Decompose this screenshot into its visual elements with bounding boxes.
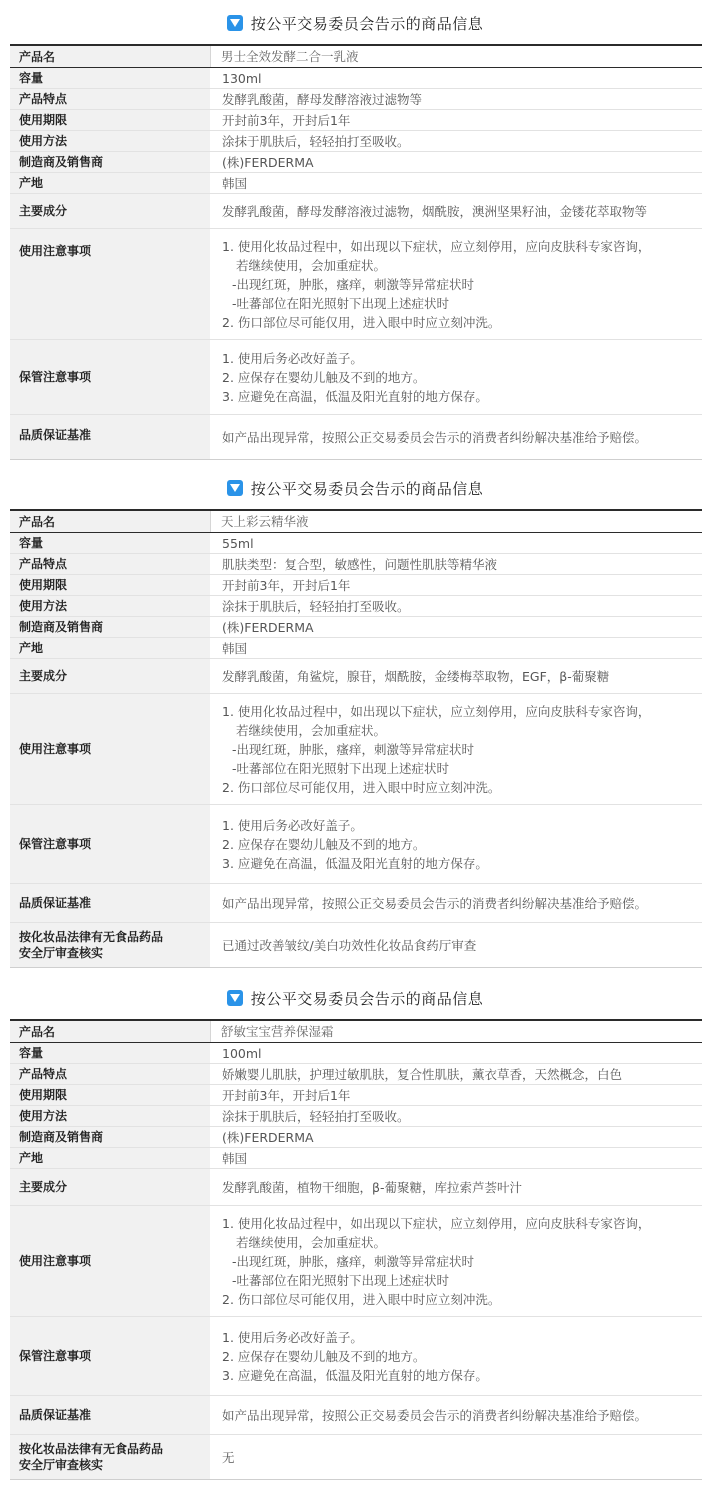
value-precautions (210, 229, 702, 339)
label-maker: 制造商及销售商 (10, 1127, 210, 1147)
row-origin (10, 638, 702, 659)
value-name: 舒敏宝宝营养保湿霜 (210, 1021, 702, 1042)
value-period: 开封前3年，开封后1年 (222, 577, 351, 593)
value-capacity: 55ml (222, 535, 254, 551)
precaution-line: -吐蕃部位在阳光照射下出现上述症状时 (232, 1272, 450, 1288)
value-quality: 如产品出现异常，按照公正交易委员会告示的消费者纠纷解决基准给予赔偿。 (222, 1407, 648, 1423)
value-period: 开封前3年，开封后1年 (222, 112, 351, 128)
product-info-section-3 (0, 975, 710, 1472)
row-quality (10, 1396, 702, 1435)
storage-line: 2. 应保存在婴幼儿触及不到的地方。 (222, 1348, 426, 1364)
row-storage (10, 340, 702, 415)
label-origin: 产地 (10, 638, 210, 658)
row-period (10, 1085, 702, 1106)
value-capacity: 130ml (222, 70, 262, 86)
precaution-line: -吐蕃部位在阳光照射下出现上述症状时 (232, 295, 450, 311)
value-storage (210, 340, 702, 414)
storage-line: 1. 使用后务必改好盖子。 (222, 817, 363, 833)
precaution-line: -出现红斑，肿胀，瘙痒，刺激等异常症状时 (232, 276, 475, 292)
label-capacity: 容量 (10, 68, 210, 88)
value-storage (210, 1317, 702, 1395)
row-capacity (10, 1043, 702, 1064)
label-review-line: 安全厅审查核实 (19, 1458, 104, 1472)
precaution-line: 2. 伤口部位尽可能仅用，进入眼中时应立刻冲洗。 (222, 779, 501, 795)
precaution-line: 1. 使用化妆品过程中，如出现以下症状，应立刻停用，应向皮肤科专家咨询， (222, 1215, 651, 1231)
value-origin: 韩国 (222, 1150, 248, 1166)
label-review-line: 按化妆品法律有无食品药品 (19, 930, 164, 944)
row-method (10, 131, 702, 152)
precaution-line: -出现红斑，肿胀，瘙痒，刺激等异常症状时 (232, 1253, 475, 1269)
precaution-line: 2. 伤口部位尽可能仅用，进入眼中时应立刻冲洗。 (222, 314, 501, 330)
row-origin (10, 173, 702, 194)
precaution-line: 1. 使用化妆品过程中，如出现以下症状，应立刻停用，应向皮肤科专家咨询， (222, 238, 651, 254)
storage-line: 3. 应避免在高温，低温及阳光直射的地方保存。 (222, 1367, 488, 1383)
row-method (10, 1106, 702, 1127)
label-origin: 产地 (10, 1148, 210, 1168)
row-ingredients (10, 659, 702, 694)
value-quality: 如产品出现异常，按照公正交易委员会告示的消费者纠纷解决基准给予赔偿。 (222, 429, 648, 445)
value-review: 无 (222, 1449, 235, 1465)
precaution-line: 若继续使用，会加重症状。 (236, 722, 387, 738)
label-quality: 品质保证基准 (10, 1396, 210, 1434)
row-origin (10, 1148, 702, 1169)
label-review-line: 安全厅审查核实 (19, 946, 104, 960)
label-precautions: 使用注意事项 (10, 1206, 210, 1316)
precaution-line: -吐蕃部位在阳光照射下出现上述症状时 (232, 760, 450, 776)
label-storage: 保管注意事项 (10, 805, 210, 883)
value-method: 涂抹于肌肤后，轻轻拍打至吸收。 (222, 133, 410, 149)
precaution-line: 若继续使用，会加重症状。 (236, 257, 387, 273)
value-origin: 韩国 (222, 640, 248, 656)
row-period (10, 575, 702, 596)
label-quality: 品质保证基准 (10, 884, 210, 922)
label-review-line: 按化妆品法律有无食品药品 (19, 1442, 164, 1456)
precaution-line: -出现红斑，肿胀，瘙痒，刺激等异常症状时 (232, 741, 475, 757)
row-storage (10, 805, 702, 884)
row-capacity (10, 533, 702, 554)
info-table (10, 1019, 702, 1480)
row-features (10, 1064, 702, 1085)
row-maker (10, 152, 702, 173)
storage-line: 1. 使用后务必改好盖子。 (222, 1329, 363, 1345)
value-precautions (210, 694, 702, 804)
section-heading (0, 0, 710, 46)
precaution-line: 1. 使用化妆品过程中，如出现以下症状，应立刻停用，应向皮肤科专家咨询， (222, 703, 651, 719)
value-maker: (株)FERDERMA (222, 1129, 314, 1145)
label-method: 使用方法 (10, 131, 210, 151)
row-precautions (10, 694, 702, 805)
value-method: 涂抹于肌肤后，轻轻拍打至吸收。 (222, 598, 410, 614)
label-name: 产品名 (10, 511, 210, 532)
row-capacity (10, 68, 702, 89)
section-title: 按公平交易委员会告示的商品信息 (250, 989, 484, 1008)
value-quality: 如产品出现异常，按照公正交易委员会告示的消费者纠纷解决基准给予赔偿。 (222, 895, 648, 911)
label-period: 使用期限 (10, 110, 210, 130)
row-precautions (10, 229, 702, 340)
value-capacity: 100ml (222, 1045, 262, 1061)
row-ingredients (10, 1169, 702, 1206)
row-name (10, 46, 702, 68)
value-review: 已通过改善皱纹/美白功效性化妆品食药厅审查 (222, 937, 477, 953)
section-title: 按公平交易委员会告示的商品信息 (250, 479, 484, 498)
value-features: 发酵乳酸菌，酵母发酵溶液过滤物等 (222, 91, 423, 107)
value-period: 开封前3年，开封后1年 (222, 1087, 351, 1103)
precaution-line: 2. 伤口部位尽可能仅用，进入眼中时应立刻冲洗。 (222, 1291, 501, 1307)
row-review (10, 923, 702, 967)
row-features (10, 554, 702, 575)
label-features: 产品特点 (10, 89, 210, 109)
value-maker: (株)FERDERMA (222, 619, 314, 635)
label-name: 产品名 (10, 46, 210, 67)
row-method (10, 596, 702, 617)
triangle-down-icon (227, 990, 243, 1006)
value-precautions (210, 1206, 702, 1316)
label-period: 使用期限 (10, 575, 210, 595)
row-maker (10, 617, 702, 638)
label-maker: 制造商及销售商 (10, 152, 210, 172)
row-ingredients (10, 194, 702, 229)
value-ingredients: 发酵乳酸菌，植物干细胞，β-葡聚糖，库拉索芦荟叶汁 (222, 1179, 522, 1195)
value-ingredients: 发酵乳酸菌，酵母发酵溶液过滤物，烟酰胺，澳洲坚果籽油，金镂花萃取物等 (222, 203, 648, 219)
row-storage (10, 1317, 702, 1396)
value-features: 肌肤类型：复合型，敏感性，问题性肌肤等精华液 (222, 556, 498, 572)
product-info-section-1 (0, 0, 710, 445)
storage-line: 3. 应避免在高温，低温及阳光直射的地方保存。 (222, 855, 488, 871)
value-ingredients: 发酵乳酸菌，角鲨烷，腺苷，烟酰胺，金缕梅萃取物，EGF，β-葡聚糖 (222, 668, 610, 684)
value-name: 男士全效发酵二合一乳液 (210, 46, 702, 67)
section-heading (0, 465, 710, 511)
label-review (10, 923, 210, 967)
label-features: 产品特点 (10, 1064, 210, 1084)
product-info-section-2 (0, 465, 710, 960)
label-review (10, 1435, 210, 1479)
label-period: 使用期限 (10, 1085, 210, 1105)
row-period (10, 110, 702, 131)
label-quality: 品质保证基准 (10, 415, 210, 459)
row-maker (10, 1127, 702, 1148)
info-table (10, 509, 702, 968)
value-method: 涂抹于肌肤后，轻轻拍打至吸收。 (222, 1108, 410, 1124)
label-features: 产品特点 (10, 554, 210, 574)
label-maker: 制造商及销售商 (10, 617, 210, 637)
row-review (10, 1435, 702, 1479)
value-storage (210, 805, 702, 883)
label-name: 产品名 (10, 1021, 210, 1042)
row-precautions (10, 1206, 702, 1317)
triangle-down-icon (227, 480, 243, 496)
value-features: 娇嫩婴儿肌肤，护理过敏肌肤，复合性肌肤，薰衣草香，天然概念，白色 (222, 1066, 623, 1082)
row-name (10, 1021, 702, 1043)
triangle-down-icon (227, 15, 243, 31)
label-capacity: 容量 (10, 1043, 210, 1063)
row-features (10, 89, 702, 110)
row-quality (10, 884, 702, 923)
label-capacity: 容量 (10, 533, 210, 553)
value-origin: 韩国 (222, 175, 248, 191)
row-name (10, 511, 702, 533)
section-heading (0, 975, 710, 1021)
label-origin: 产地 (10, 173, 210, 193)
storage-line: 2. 应保存在婴幼儿触及不到的地方。 (222, 836, 426, 852)
value-maker: (株)FERDERMA (222, 154, 314, 170)
label-method: 使用方法 (10, 1106, 210, 1126)
storage-line: 1. 使用后务必改好盖子。 (222, 350, 363, 366)
precaution-line: 若继续使用，会加重症状。 (236, 1234, 387, 1250)
label-ingredients: 主要成分 (10, 1169, 210, 1205)
label-ingredients: 主要成分 (10, 659, 210, 693)
label-ingredients: 主要成分 (10, 194, 210, 228)
storage-line: 2. 应保存在婴幼儿触及不到的地方。 (222, 369, 426, 385)
label-storage: 保管注意事项 (10, 1317, 210, 1395)
info-table (10, 44, 702, 460)
label-precautions: 使用注意事项 (10, 229, 210, 339)
storage-line: 3. 应避免在高温，低温及阳光直射的地方保存。 (222, 388, 488, 404)
section-title: 按公平交易委员会告示的商品信息 (250, 14, 484, 33)
label-storage: 保管注意事项 (10, 340, 210, 414)
label-method: 使用方法 (10, 596, 210, 616)
row-quality (10, 415, 702, 459)
value-name: 天上彩云精华液 (210, 511, 702, 532)
label-precautions: 使用注意事项 (10, 694, 210, 804)
